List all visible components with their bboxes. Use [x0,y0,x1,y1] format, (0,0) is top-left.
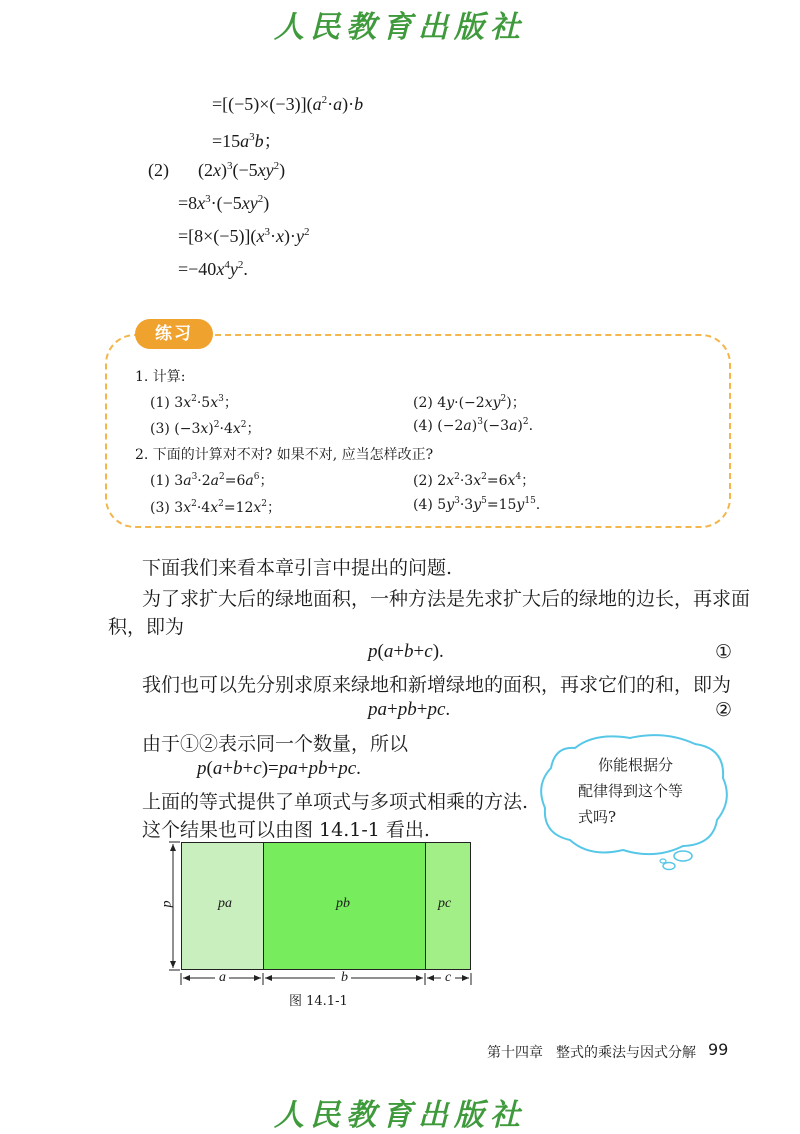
region-pa-label: pa [218,896,232,911]
example-part2-line4: $=-40x^4y^2$. [178,259,248,279]
exercise-q2-item-3: (3) $3x^2\cdot 4x^2=12x^2$； [150,499,282,516]
paragraph-1: 下面我们来看本章引言中提出的问题. [142,557,453,579]
exercise-q2-title: 2. 下面的计算对不对? 如果不对, 应当怎样改正? [135,447,434,463]
exercise-q1-item-1: (1) $3x^2\cdot 5x^3$； [150,394,238,411]
region-pb-label: pb [336,896,350,911]
figure-dimension-lines [155,835,485,995]
exercise-q1-item-3: (3) $(-3x)^2\cdot 4x^2$； [150,420,261,437]
figure-side-label-p: p [159,900,175,908]
paragraph-3: 我们也可以先分别求原来绿地和新增绿地的面积，再求它们的和，即为 [142,674,732,696]
example-part2-line2: $=8x^3\cdot(-5xy^2)$ [178,193,270,213]
figure-caption: 图 14.1-1 [289,994,348,1009]
example-part2-line3: $=[8\times(-5)](x^3\cdot x)\cdot y^2$ [178,226,310,246]
bubble-line-1: 你能根据分 [598,756,674,774]
equation-3: p(a+b+c)=pa+pb+pc. [197,758,361,779]
exercise-tag: 练习 [135,319,213,349]
footer-chapter: 第十四章 [487,1045,543,1061]
page-number: 99 [708,1040,729,1059]
publisher-logo: 人民教育出版社 [274,10,526,45]
figure-dim-a: a [219,970,226,985]
equation-1-number: ① [715,641,733,663]
exercise-q2-item-1: (1) $3a^3\cdot 2a^2=6a^6$； [150,472,274,489]
exercise-q1-title: 1. 计算: [135,369,186,385]
paragraph-4: 由于①②表示同一个数量，所以 [142,733,409,755]
paragraph-5: 上面的等式提供了单项式与多项式相乘的方法. [142,791,529,813]
example-part1-line4: $=15a^3b$； [212,131,282,151]
footer-title: 整式的乘法与因式分解 [556,1045,696,1061]
exercise-q2-item-4: (4) $5y^3\cdot 3y^5=15y^{15}$. [413,496,541,513]
example-part1-line3: $=[(-5)\times(-3)](a^2\cdot a)\cdot b$ [212,94,364,114]
example-part2-line1: $(2x)^3(-5xy^2)$ [198,160,286,180]
equation-2-number: ② [715,699,733,721]
bubble-line-3: 式吗? [578,808,617,826]
paragraph-2-line2: 积，即为 [108,616,185,638]
thought-bubble [535,730,735,875]
paragraph-2-line1: 为了求扩大后的绿地面积，一种方法是先求扩大后的绿地的边长，再求面 [142,588,751,610]
publisher-logo-bottom: 人民教育出版社 [274,1098,526,1133]
region-pc-label: pc [438,896,452,911]
exercise-q1-item-2: (2) $4y\cdot(-2xy^2)$； [413,394,526,411]
exercise-q1-item-4: (4) $(-2a)^3(-3a)^2$. [413,417,534,434]
figure-dim-c: c [445,970,452,985]
paragraph-6: 这个结果也可以由图 14.1-1 看出. [142,819,430,841]
bubble-line-2: 配律得到这个等 [578,782,684,800]
equation-2: pa+pb+pc. [368,699,451,720]
exercise-q2-item-2: (2) $2x^2\cdot 3x^2=6x^4$； [413,472,536,489]
example-part2-label: (2) [148,160,169,180]
equation-1: p(a+b+c). [368,641,444,662]
figure-dim-b: b [341,970,348,985]
